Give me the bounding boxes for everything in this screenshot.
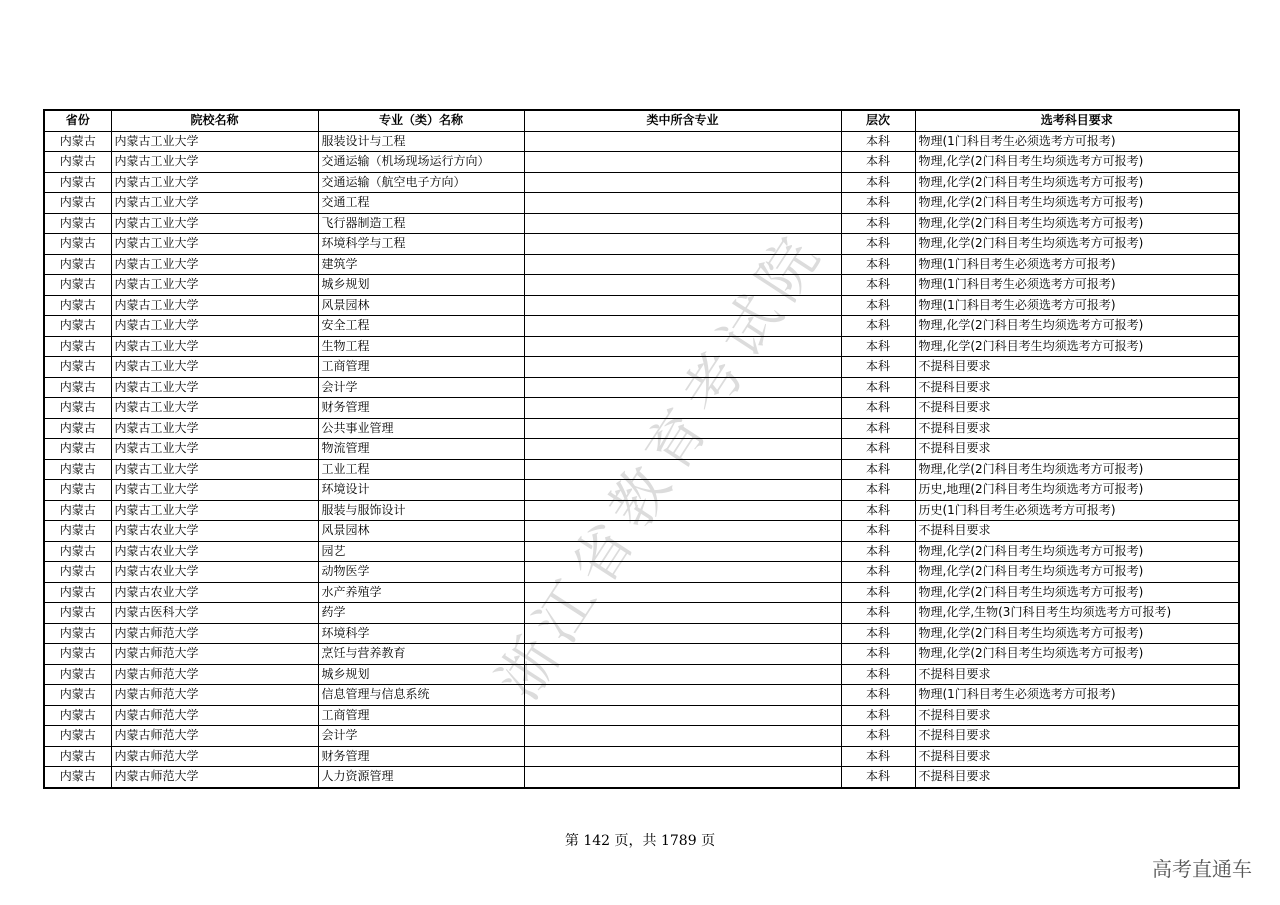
- level-cell: 本科: [841, 480, 915, 501]
- level-cell: 本科: [841, 357, 915, 378]
- major-cell: 公共事业管理: [318, 418, 524, 439]
- included-majors-cell: [524, 213, 841, 234]
- table-row: [44, 521, 1239, 542]
- province-cell: 内蒙古: [44, 254, 111, 275]
- table-row: [44, 398, 1239, 419]
- level-cell: 本科: [841, 746, 915, 767]
- major-cell: 建筑学: [318, 254, 524, 275]
- major-cell: 信息管理与信息系统: [318, 685, 524, 706]
- page-footer: 第 142 页，共 1789 页: [564, 833, 716, 849]
- header-row: [44, 110, 1239, 131]
- province-cell: 内蒙古: [44, 623, 111, 644]
- level-cell: 本科: [841, 562, 915, 583]
- header-major: 专业（类）名称: [318, 110, 524, 131]
- included-majors-cell: [524, 418, 841, 439]
- table-row: [44, 439, 1239, 460]
- level-cell: 本科: [841, 500, 915, 521]
- province-cell: 内蒙古: [44, 500, 111, 521]
- table-row: [44, 705, 1239, 726]
- province-cell: 内蒙古: [44, 234, 111, 255]
- major-cell: 环境科学与工程: [318, 234, 524, 255]
- school-cell: 内蒙古工业大学: [111, 295, 318, 316]
- requirement-cell: 不提科目要求: [915, 726, 1239, 747]
- major-cell: 会计学: [318, 726, 524, 747]
- province-cell: 内蒙古: [44, 480, 111, 501]
- major-cell: 风景园林: [318, 295, 524, 316]
- level-cell: 本科: [841, 726, 915, 747]
- major-cell: 交通工程: [318, 193, 524, 214]
- requirement-cell: 物理,化学(2门科目考生均须选考方可报考): [915, 213, 1239, 234]
- province-cell: 内蒙古: [44, 664, 111, 685]
- requirement-cell: 不提科目要求: [915, 418, 1239, 439]
- major-cell: 水产养殖学: [318, 582, 524, 603]
- level-cell: 本科: [841, 603, 915, 624]
- table-row: [44, 131, 1239, 152]
- province-cell: 内蒙古: [44, 746, 111, 767]
- level-cell: 本科: [841, 623, 915, 644]
- province-cell: 内蒙古: [44, 295, 111, 316]
- major-cell: 动物医学: [318, 562, 524, 583]
- province-cell: 内蒙古: [44, 726, 111, 747]
- included-majors-cell: [524, 295, 841, 316]
- province-cell: 内蒙古: [44, 193, 111, 214]
- school-cell: 内蒙古工业大学: [111, 439, 318, 460]
- requirement-cell: 不提科目要求: [915, 664, 1239, 685]
- included-majors-cell: [524, 705, 841, 726]
- province-cell: 内蒙古: [44, 131, 111, 152]
- requirement-cell: 物理,化学(2门科目考生均须选考方可报考): [915, 459, 1239, 480]
- table-row: [44, 685, 1239, 706]
- major-cell: 服装设计与工程: [318, 131, 524, 152]
- included-majors-cell: [524, 603, 841, 624]
- province-cell: 内蒙古: [44, 705, 111, 726]
- table-row: [44, 193, 1239, 214]
- province-cell: 内蒙古: [44, 767, 111, 788]
- table-row: [44, 275, 1239, 296]
- level-cell: 本科: [841, 644, 915, 665]
- school-cell: 内蒙古农业大学: [111, 562, 318, 583]
- table-row: [44, 582, 1239, 603]
- included-majors-cell: [524, 664, 841, 685]
- level-cell: 本科: [841, 336, 915, 357]
- level-cell: 本科: [841, 234, 915, 255]
- major-cell: 财务管理: [318, 398, 524, 419]
- school-cell: 内蒙古工业大学: [111, 480, 318, 501]
- level-cell: 本科: [841, 459, 915, 480]
- school-cell: 内蒙古师范大学: [111, 746, 318, 767]
- requirement-cell: 历史,地理(2门科目考生均须选考方可报考): [915, 480, 1239, 501]
- level-cell: 本科: [841, 398, 915, 419]
- major-cell: 会计学: [318, 377, 524, 398]
- school-cell: 内蒙古工业大学: [111, 193, 318, 214]
- province-cell: 内蒙古: [44, 685, 111, 706]
- school-cell: 内蒙古工业大学: [111, 398, 318, 419]
- province-cell: 内蒙古: [44, 603, 111, 624]
- table-row: [44, 480, 1239, 501]
- school-cell: 内蒙古师范大学: [111, 664, 318, 685]
- requirement-cell: 不提科目要求: [915, 705, 1239, 726]
- province-cell: 内蒙古: [44, 459, 111, 480]
- header-subject-requirement: 选考科目要求: [915, 110, 1239, 131]
- table-row: [44, 377, 1239, 398]
- school-cell: 内蒙古师范大学: [111, 685, 318, 706]
- corner-brand: 高考直通车: [1152, 857, 1252, 881]
- table-row: [44, 726, 1239, 747]
- school-cell: 内蒙古师范大学: [111, 623, 318, 644]
- included-majors-cell: [524, 275, 841, 296]
- header-school: 院校名称: [111, 110, 318, 131]
- major-cell: 工商管理: [318, 705, 524, 726]
- level-cell: 本科: [841, 213, 915, 234]
- requirement-cell: 物理(1门科目考生必须选考方可报考): [915, 275, 1239, 296]
- requirement-cell: 物理(1门科目考生必须选考方可报考): [915, 131, 1239, 152]
- province-cell: 内蒙古: [44, 398, 111, 419]
- included-majors-cell: [524, 131, 841, 152]
- school-cell: 内蒙古师范大学: [111, 726, 318, 747]
- included-majors-cell: [524, 377, 841, 398]
- included-majors-cell: [524, 398, 841, 419]
- level-cell: 本科: [841, 767, 915, 788]
- requirement-cell: 不提科目要求: [915, 357, 1239, 378]
- table-row: [44, 644, 1239, 665]
- level-cell: 本科: [841, 664, 915, 685]
- school-cell: 内蒙古医科大学: [111, 603, 318, 624]
- province-cell: 内蒙古: [44, 439, 111, 460]
- requirement-cell: 不提科目要求: [915, 746, 1239, 767]
- included-majors-cell: [524, 521, 841, 542]
- major-cell: 园艺: [318, 541, 524, 562]
- level-cell: 本科: [841, 295, 915, 316]
- level-cell: 本科: [841, 377, 915, 398]
- requirement-cell: 不提科目要求: [915, 767, 1239, 788]
- level-cell: 本科: [841, 152, 915, 173]
- school-cell: 内蒙古工业大学: [111, 418, 318, 439]
- school-cell: 内蒙古工业大学: [111, 254, 318, 275]
- table-row: [44, 500, 1239, 521]
- table-row: [44, 234, 1239, 255]
- province-cell: 内蒙古: [44, 275, 111, 296]
- table-row: [44, 336, 1239, 357]
- table-row: [44, 295, 1239, 316]
- major-cell: 城乡规划: [318, 664, 524, 685]
- major-cell: 工业工程: [318, 459, 524, 480]
- table-row: [44, 664, 1239, 685]
- requirement-cell: 物理,化学(2门科目考生均须选考方可报考): [915, 234, 1239, 255]
- major-cell: 服装与服饰设计: [318, 500, 524, 521]
- data-table: [43, 109, 1240, 789]
- requirement-cell: 物理(1门科目考生必须选考方可报考): [915, 254, 1239, 275]
- table-row: [44, 459, 1239, 480]
- included-majors-cell: [524, 726, 841, 747]
- school-cell: 内蒙古工业大学: [111, 275, 318, 296]
- requirement-cell: 物理,化学(2门科目考生均须选考方可报考): [915, 562, 1239, 583]
- requirement-cell: 物理,化学(2门科目考生均须选考方可报考): [915, 336, 1239, 357]
- requirement-cell: 物理(1门科目考生必须选考方可报考): [915, 685, 1239, 706]
- school-cell: 内蒙古工业大学: [111, 459, 318, 480]
- requirement-cell: 物理,化学(2门科目考生均须选考方可报考): [915, 541, 1239, 562]
- header-included-majors: 类中所含专业: [524, 110, 841, 131]
- major-cell: 财务管理: [318, 746, 524, 767]
- province-cell: 内蒙古: [44, 582, 111, 603]
- requirement-cell: 物理,化学(2门科目考生均须选考方可报考): [915, 172, 1239, 193]
- included-majors-cell: [524, 582, 841, 603]
- requirement-cell: 不提科目要求: [915, 398, 1239, 419]
- school-cell: 内蒙古工业大学: [111, 213, 318, 234]
- level-cell: 本科: [841, 439, 915, 460]
- included-majors-cell: [524, 172, 841, 193]
- data-table-container: [43, 109, 1238, 789]
- level-cell: 本科: [841, 521, 915, 542]
- province-cell: 内蒙古: [44, 357, 111, 378]
- requirement-cell: 物理(1门科目考生必须选考方可报考): [915, 295, 1239, 316]
- school-cell: 内蒙古工业大学: [111, 357, 318, 378]
- included-majors-cell: [524, 193, 841, 214]
- included-majors-cell: [524, 562, 841, 583]
- province-cell: 内蒙古: [44, 316, 111, 337]
- province-cell: 内蒙古: [44, 377, 111, 398]
- province-cell: 内蒙古: [44, 213, 111, 234]
- province-cell: 内蒙古: [44, 336, 111, 357]
- province-cell: 内蒙古: [44, 562, 111, 583]
- header-level: 层次: [841, 110, 915, 131]
- major-cell: 烹饪与营养教育: [318, 644, 524, 665]
- level-cell: 本科: [841, 705, 915, 726]
- level-cell: 本科: [841, 541, 915, 562]
- table-row: [44, 254, 1239, 275]
- included-majors-cell: [524, 234, 841, 255]
- included-majors-cell: [524, 767, 841, 788]
- major-cell: 工商管理: [318, 357, 524, 378]
- school-cell: 内蒙古工业大学: [111, 316, 318, 337]
- major-cell: 交通运输（机场现场运行方向）: [318, 152, 524, 173]
- requirement-cell: 不提科目要求: [915, 521, 1239, 542]
- table-row: [44, 623, 1239, 644]
- table-row: [44, 767, 1239, 788]
- school-cell: 内蒙古工业大学: [111, 131, 318, 152]
- requirement-cell: 物理,化学(2门科目考生均须选考方可报考): [915, 193, 1239, 214]
- level-cell: 本科: [841, 275, 915, 296]
- table-body: [44, 131, 1239, 788]
- province-cell: 内蒙古: [44, 418, 111, 439]
- requirement-cell: 历史(1门科目考生必须选考方可报考): [915, 500, 1239, 521]
- level-cell: 本科: [841, 685, 915, 706]
- school-cell: 内蒙古农业大学: [111, 521, 318, 542]
- school-cell: 内蒙古工业大学: [111, 377, 318, 398]
- table-row: [44, 418, 1239, 439]
- included-majors-cell: [524, 439, 841, 460]
- included-majors-cell: [524, 336, 841, 357]
- included-majors-cell: [524, 459, 841, 480]
- table-row: [44, 541, 1239, 562]
- table-row: [44, 562, 1239, 583]
- province-cell: 内蒙古: [44, 541, 111, 562]
- province-cell: 内蒙古: [44, 521, 111, 542]
- requirement-cell: 物理,化学(2门科目考生均须选考方可报考): [915, 644, 1239, 665]
- major-cell: 生物工程: [318, 336, 524, 357]
- province-cell: 内蒙古: [44, 644, 111, 665]
- requirement-cell: 不提科目要求: [915, 377, 1239, 398]
- table-row: [44, 152, 1239, 173]
- level-cell: 本科: [841, 131, 915, 152]
- major-cell: 人力资源管理: [318, 767, 524, 788]
- major-cell: 风景园林: [318, 521, 524, 542]
- included-majors-cell: [524, 644, 841, 665]
- school-cell: 内蒙古工业大学: [111, 336, 318, 357]
- major-cell: 交通运输（航空电子方向）: [318, 172, 524, 193]
- included-majors-cell: [524, 541, 841, 562]
- included-majors-cell: [524, 316, 841, 337]
- requirement-cell: 物理,化学(2门科目考生均须选考方可报考): [915, 316, 1239, 337]
- table-row: [44, 746, 1239, 767]
- school-cell: 内蒙古农业大学: [111, 541, 318, 562]
- requirement-cell: 物理,化学(2门科目考生均须选考方可报考): [915, 582, 1239, 603]
- school-cell: 内蒙古工业大学: [111, 500, 318, 521]
- school-cell: 内蒙古师范大学: [111, 767, 318, 788]
- included-majors-cell: [524, 480, 841, 501]
- header-province: 省份: [44, 110, 111, 131]
- included-majors-cell: [524, 623, 841, 644]
- level-cell: 本科: [841, 254, 915, 275]
- requirement-cell: 物理,化学,生物(3门科目考生均须选考方可报考): [915, 603, 1239, 624]
- included-majors-cell: [524, 746, 841, 767]
- included-majors-cell: [524, 685, 841, 706]
- province-cell: 内蒙古: [44, 172, 111, 193]
- requirement-cell: 物理,化学(2门科目考生均须选考方可报考): [915, 623, 1239, 644]
- included-majors-cell: [524, 357, 841, 378]
- major-cell: 药学: [318, 603, 524, 624]
- included-majors-cell: [524, 152, 841, 173]
- table-row: [44, 603, 1239, 624]
- major-cell: 环境设计: [318, 480, 524, 501]
- level-cell: 本科: [841, 316, 915, 337]
- province-cell: 内蒙古: [44, 152, 111, 173]
- major-cell: 物流管理: [318, 439, 524, 460]
- school-cell: 内蒙古工业大学: [111, 152, 318, 173]
- table-row: [44, 316, 1239, 337]
- major-cell: 安全工程: [318, 316, 524, 337]
- table-row: [44, 213, 1239, 234]
- school-cell: 内蒙古工业大学: [111, 172, 318, 193]
- school-cell: 内蒙古工业大学: [111, 234, 318, 255]
- table-row: [44, 357, 1239, 378]
- table-row: [44, 172, 1239, 193]
- major-cell: 飞行器制造工程: [318, 213, 524, 234]
- school-cell: 内蒙古师范大学: [111, 705, 318, 726]
- requirement-cell: 物理,化学(2门科目考生均须选考方可报考): [915, 152, 1239, 173]
- included-majors-cell: [524, 500, 841, 521]
- major-cell: 城乡规划: [318, 275, 524, 296]
- level-cell: 本科: [841, 172, 915, 193]
- watermark: 浙江省教育考试院: [484, 218, 838, 712]
- included-majors-cell: [524, 254, 841, 275]
- school-cell: 内蒙古师范大学: [111, 644, 318, 665]
- school-cell: 内蒙古农业大学: [111, 582, 318, 603]
- level-cell: 本科: [841, 582, 915, 603]
- requirement-cell: 不提科目要求: [915, 439, 1239, 460]
- level-cell: 本科: [841, 193, 915, 214]
- major-cell: 环境科学: [318, 623, 524, 644]
- level-cell: 本科: [841, 418, 915, 439]
